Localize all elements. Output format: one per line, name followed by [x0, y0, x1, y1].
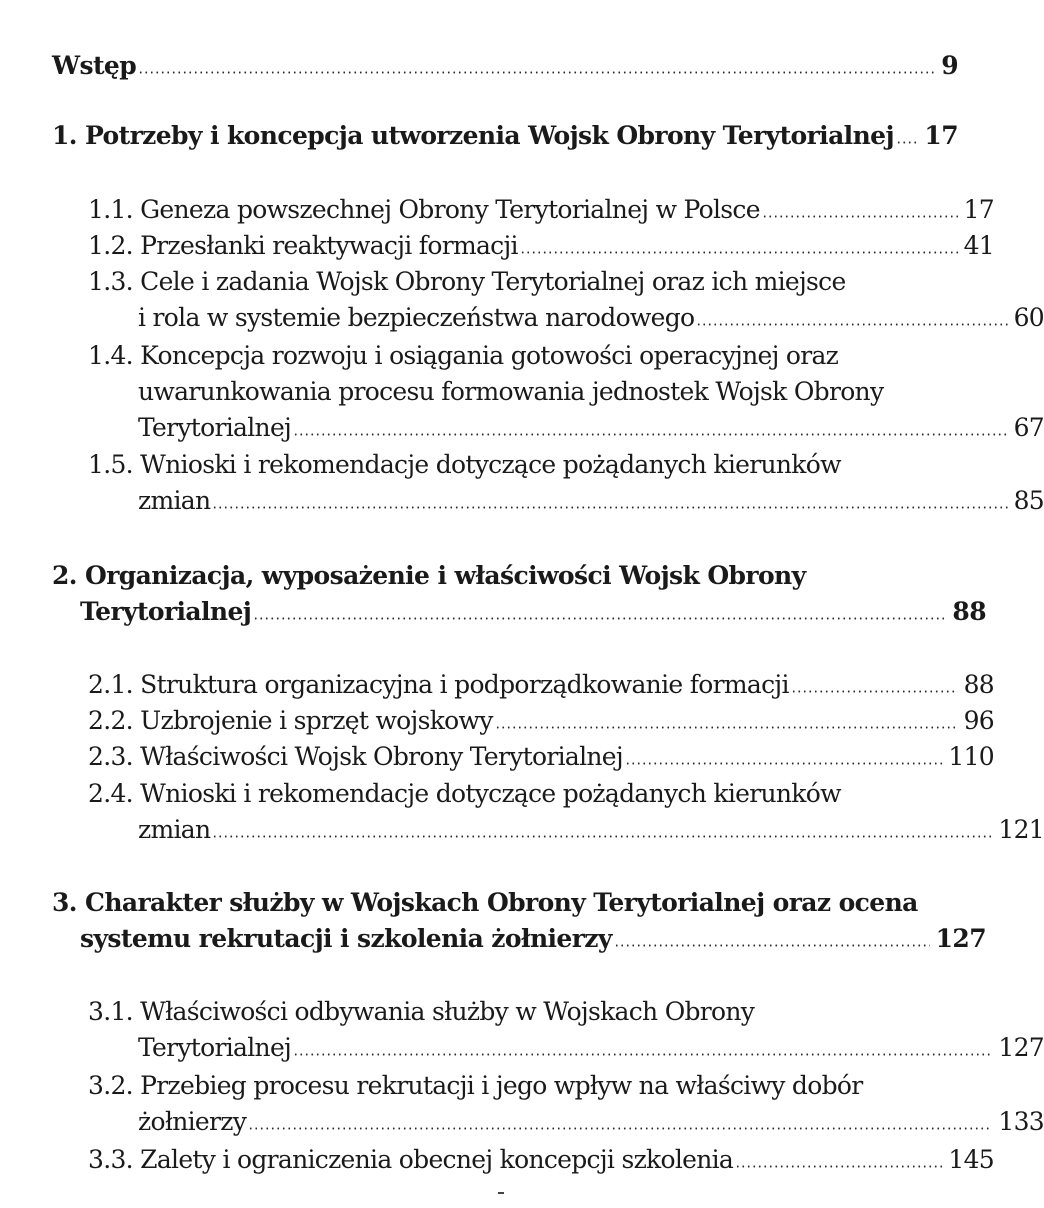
chapter-number: 1.	[52, 121, 77, 150]
section-page: 133	[998, 1107, 1044, 1136]
section-page: 88	[963, 670, 994, 699]
dot-leader	[253, 596, 946, 620]
section-page: 67	[1013, 413, 1044, 442]
section-title-line: zmian	[138, 486, 211, 515]
dot-leader	[625, 741, 942, 765]
section-title-line: Właściwości odbywania służby w Wojskach Obrony	[140, 997, 755, 1026]
section-page: 96	[963, 706, 994, 735]
toc-section-3-2	[52, 1068, 1044, 1140]
toc-section-1-5	[52, 447, 1044, 519]
toc-section-1-3	[52, 264, 1044, 336]
section-title-line: Wnioski i rekomendacje dotyczące pożądanych kierunków	[140, 779, 841, 808]
toc-intro	[52, 48, 958, 84]
dot-leader	[614, 923, 930, 947]
toc-chapter-2	[52, 558, 986, 630]
chapter-number: 2.	[52, 561, 77, 590]
section-page: 127	[998, 1033, 1044, 1062]
chapter-title-line: Organizacja, wyposażenie i właściwości Wojsk Obrony	[85, 561, 806, 590]
chapter-title-line: Charakter służby w Wojskach Obrony Terytorialnej oraz ocena	[85, 888, 918, 917]
section-page: 60	[1013, 303, 1044, 332]
section-title-line: Cele i zadania Wojsk Obrony Terytorialnej oraz ich miejsce	[140, 267, 846, 296]
chapter-page: 88	[952, 597, 986, 626]
section-title: Geneza powszechnej Obrony Terytorialnej w Polsce	[140, 195, 760, 224]
section-number: 3.3.	[88, 1145, 133, 1174]
section-title-line: i rola w systemie bezpieczeństwa narodowego	[138, 303, 695, 332]
section-page: 121	[998, 815, 1044, 844]
section-title-line: Przebieg procesu rekrutacji i jego wpływ na właściwy dobór	[140, 1071, 863, 1100]
section-number: 1.4.	[88, 341, 133, 370]
dot-leader	[495, 705, 958, 729]
toc-chapter-3	[52, 885, 986, 957]
dot-leader	[696, 302, 1007, 326]
toc-section-2-3	[52, 739, 994, 775]
toc-intro-title: Wstęp	[52, 51, 137, 80]
section-number: 2.3.	[88, 742, 133, 771]
section-number: 2.1.	[88, 670, 133, 699]
section-number: 3.2.	[88, 1071, 133, 1100]
section-title-line: uwarunkowania procesu formowania jednostek Wojsk Obrony	[138, 377, 884, 406]
section-page: 17	[963, 195, 994, 224]
dot-leader	[896, 120, 919, 144]
dot-leader	[212, 814, 992, 838]
section-title-line: żołnierzy	[138, 1107, 247, 1136]
section-number: 3.1.	[88, 997, 133, 1026]
dot-leader	[735, 1144, 942, 1168]
section-title: Właściwości Wojsk Obrony Terytorialnej	[140, 742, 623, 771]
toc-section-2-2	[52, 703, 994, 739]
dot-leader	[293, 412, 1007, 436]
toc-section-3-3	[52, 1142, 994, 1178]
dot-leader	[791, 669, 958, 693]
toc-section-1-1	[52, 192, 994, 228]
section-title: Uzbrojenie i sprzęt wojskowy	[140, 706, 493, 735]
page-edge-mark	[498, 1192, 504, 1194]
toc-intro-page: 9	[941, 51, 958, 80]
section-page: 85	[1013, 486, 1044, 515]
toc-section-3-1	[52, 994, 1044, 1066]
section-title: Przesłanki reaktywacji formacji	[140, 231, 518, 260]
section-number: 1.5.	[88, 450, 133, 479]
section-page: 110	[948, 742, 994, 771]
section-number: 2.4.	[88, 779, 133, 808]
toc-section-2-4	[52, 776, 1044, 848]
chapter-title: Potrzeby i koncepcja utworzenia Wojsk Obrony Terytorialnej	[85, 121, 894, 150]
toc-chapter-1	[52, 118, 958, 154]
section-number: 1.1.	[88, 195, 133, 224]
dot-leader	[293, 1032, 992, 1056]
dot-leader	[520, 230, 958, 254]
toc-section-1-4	[52, 338, 1044, 446]
section-title-line: Terytorialnej	[138, 413, 292, 442]
section-title-line: zmian	[138, 815, 211, 844]
section-number: 2.2.	[88, 706, 133, 735]
section-number: 1.3.	[88, 267, 133, 296]
toc-section-2-1	[52, 667, 994, 703]
chapter-page: 17	[924, 121, 958, 150]
section-number: 1.2.	[88, 231, 133, 260]
dot-leader	[762, 194, 958, 218]
section-title-line: Wnioski i rekomendacje dotyczące pożądanych kierunków	[140, 450, 841, 479]
section-title-line: Koncepcja rozwoju i osiągania gotowości operacyjnej oraz	[140, 341, 839, 370]
toc-section-1-2	[52, 228, 994, 264]
dot-leader	[248, 1106, 992, 1130]
section-title: Zalety i ograniczenia obecnej koncepcji szkolenia	[140, 1145, 734, 1174]
chapter-title-line: Terytorialnej	[80, 597, 252, 626]
dot-leader	[212, 485, 1007, 509]
chapter-page: 127	[935, 924, 986, 953]
section-title-line: Terytorialnej	[138, 1033, 292, 1062]
dot-leader	[138, 50, 935, 74]
chapter-title-line: systemu rekrutacji i szkolenia żołnierzy	[80, 924, 612, 953]
chapter-number: 3.	[52, 888, 77, 917]
section-title: Struktura organizacyjna i podporządkowanie formacji	[140, 670, 789, 699]
section-page: 145	[948, 1145, 994, 1174]
section-page: 41	[963, 231, 994, 260]
